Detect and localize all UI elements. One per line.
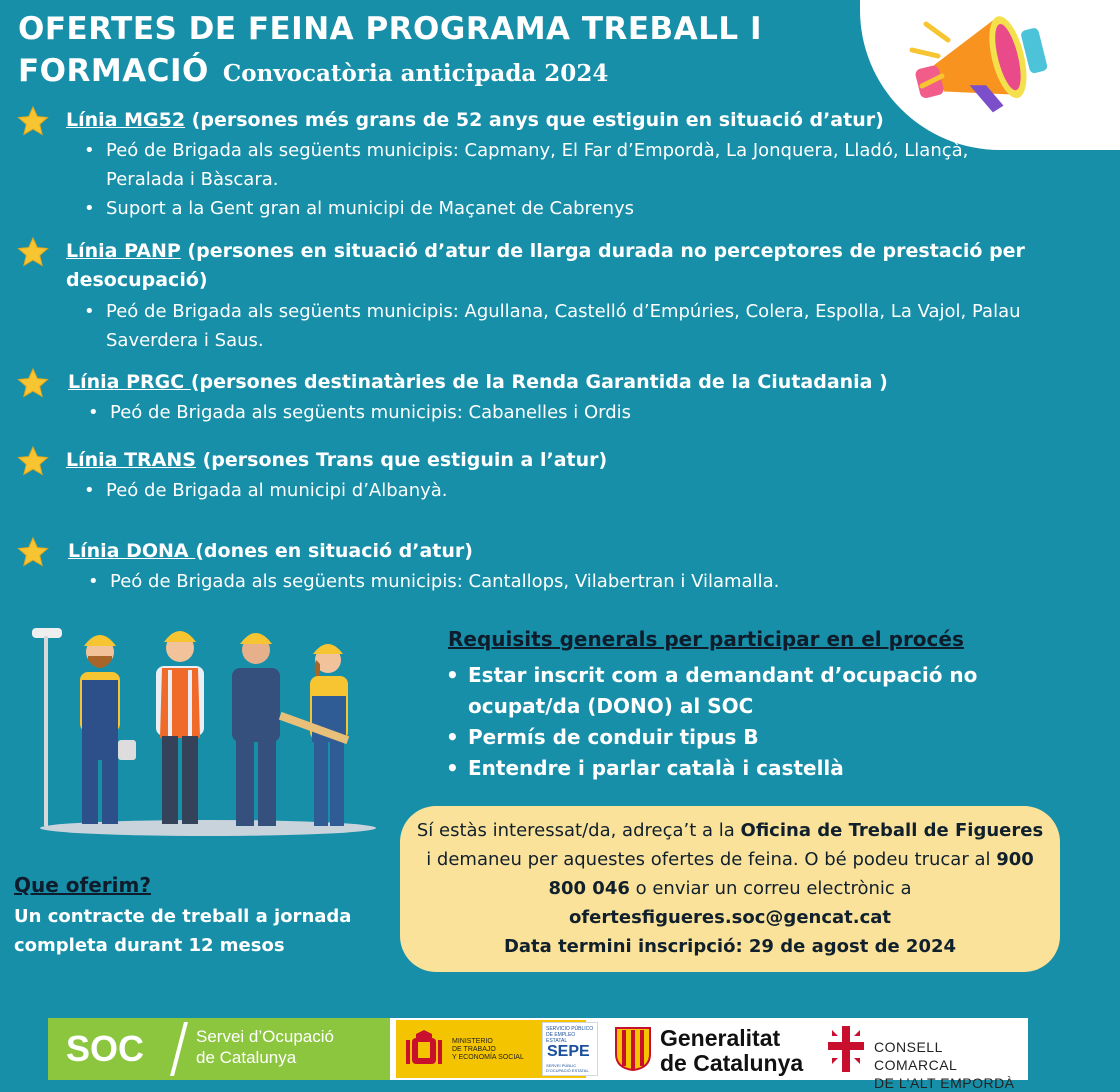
senyera-icon xyxy=(614,1026,652,1072)
line-name: Línia PANP xyxy=(66,240,181,262)
workers-illustration xyxy=(28,620,388,840)
line-trans xyxy=(16,446,1026,505)
title-line-1: OFERTES DE FEINA PROGRAMA TREBALL I xyxy=(18,11,762,47)
footer-logos xyxy=(48,1018,1028,1091)
offer-text: Un contracte de treball a jornada completa durant 12 mesos xyxy=(14,906,352,956)
page-title xyxy=(18,8,838,95)
list-item: • Peó de Brigada als següents municipis: Agullana, Castelló d’Empúries, Colera, Espolla, La Vajol, Palau Saverdera i Saus. xyxy=(82,297,1026,355)
line-description: (persones destinatàries de la Renda Garantida de la Ciutadania ) xyxy=(190,371,888,393)
soc-logo-description: Servei d’Ocupació de Catalunya xyxy=(196,1027,334,1067)
line-panp xyxy=(16,237,1026,355)
line-prgc xyxy=(16,368,1026,427)
requirements-title: Requisits generals per participar en el procés xyxy=(448,627,964,651)
list-item: • Peó de Brigada als següents municipis: Cantallops, Vilabertran i Vilamalla. xyxy=(86,567,1026,596)
sepe-logo: SERVICIO PÚBLICO DE EMPLEO ESTATAL SEPE SERVEI PÚBLIC D'OCUPACIÓ ESTATAL xyxy=(542,1022,598,1076)
contact-box: Sí estàs interessat/da, adreça’t a la Oficina de Treball de Figueres i demaneu per aquestes ofertes de feina. O bé podeu trucar al 900 800 046 o enviar un correu electrònic a ofertesfigueres.soc@gencat.cat Data termini inscripció: 29 de agost de 2024 xyxy=(400,806,1060,972)
list-item: • Permís de conduir tipus B xyxy=(440,722,1040,753)
star-icon xyxy=(16,446,50,476)
consell-emblem-icon xyxy=(824,1024,868,1074)
consell-text: CONSELL COMARCAL DE L’ALT EMPORDÀ xyxy=(874,1039,1015,1091)
star-icon xyxy=(16,368,50,398)
list-item: • Peó de Brigada als següents municipis: Cabanelles i Ordis xyxy=(86,398,1026,427)
line-mg52 xyxy=(16,106,1026,223)
generalitat-text: Generalitat de Catalunya xyxy=(660,1025,804,1076)
line-description: (persones més grans de 52 anys que estiguin en situació d’atur) xyxy=(185,109,884,131)
worker-woman xyxy=(279,644,349,826)
list-item: • Peó de Brigada al municipi d’Albanyà. xyxy=(82,476,1026,505)
ministerio-text: MINISTERIO DE TRABAJO Y ECONOMÍA SOCIAL xyxy=(452,1038,524,1061)
requirements-section xyxy=(440,624,1040,784)
line-description: (dones en situació d’atur) xyxy=(195,540,473,562)
worker-overalls xyxy=(232,633,280,826)
soc-logo-text: SOC xyxy=(66,1028,145,1069)
worker-painter xyxy=(32,628,136,826)
list-item: • Suport a la Gent gran al municipi de Maçanet de Cabrenys xyxy=(82,194,1026,223)
consell-comarcal-logo xyxy=(820,1020,1028,1091)
title-line-2: FORMACIÓ Convocatòria anticipada 2024 xyxy=(18,53,609,89)
coat-of-arms-icon xyxy=(404,1030,444,1070)
line-dona xyxy=(16,537,1026,596)
worker-vest xyxy=(156,631,204,824)
soc-logo xyxy=(48,1018,390,1080)
offer-section xyxy=(14,870,414,960)
deadline: Data termini inscripció: 29 de agost de 2024 xyxy=(503,936,957,957)
line-description: (persones Trans que estiguin a l’atur) xyxy=(195,449,608,471)
line-name: Línia TRANS xyxy=(66,449,196,471)
phone-number[interactable]: 900 800 046 xyxy=(548,849,1034,899)
line-name: Línia PRGC xyxy=(68,371,191,393)
star-icon xyxy=(16,537,50,567)
line-name: Línia DONA xyxy=(68,540,196,562)
offer-title: Que oferim? xyxy=(14,873,151,897)
line-name: Línia MG52 xyxy=(66,109,186,131)
star-icon xyxy=(16,106,50,136)
star-icon xyxy=(16,237,50,267)
line-description: (persones en situació d’atur de llarga durada no perceptores de prestació per desocupació) xyxy=(66,240,1025,291)
office-name: Oficina de Treball de Figueres xyxy=(740,820,1044,841)
email-link[interactable]: ofertesfigueres.soc@gencat.cat xyxy=(568,907,892,928)
list-item: • Peó de Brigada als següents municipis: Capmany, El Far d’Empordà, La Jonquera, Lladó, Llançà, Peralada i Bàscara. xyxy=(82,136,1026,194)
generalitat-logo xyxy=(608,1020,818,1078)
slash-icon xyxy=(166,1018,192,1080)
list-item: • Estar inscrit com a demandant d’ocupació no ocupat/da (DONO) al SOC xyxy=(440,660,1040,722)
list-item: • Entendre i parlar català i castellà xyxy=(440,753,1040,784)
subtitle: Convocatòria anticipada 2024 xyxy=(222,60,609,87)
